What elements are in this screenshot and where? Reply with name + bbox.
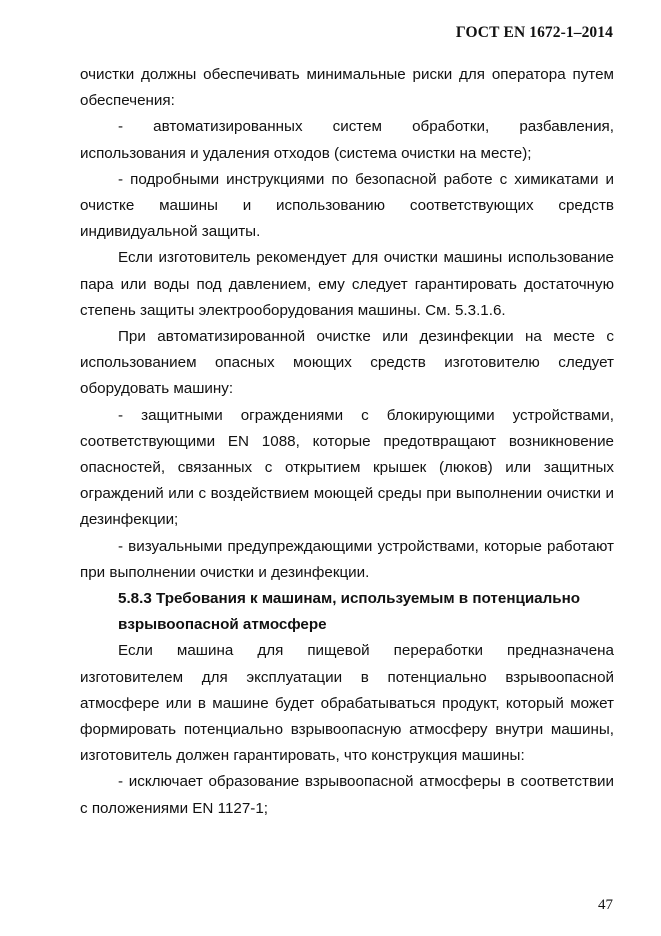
paragraph-7: - визуальными предупреждающими устройствами, которые работают при выполнении очистки и дезинфекции.: [80, 537, 614, 581]
paragraph-8: Если машина для пищевой переработки предназначена изготовителем для эксплуатации в потенциально взрывоопасной атмосфере или в машине будет обрабатываться продукт, который может формировать потенциально взрывоопасную атмосферу внутри машины, изготовитель должен гарантировать, что конструкция машины:: [80, 642, 614, 765]
paragraph-6: - защитными ограждениями с блокирующими устройствами, соответствующими EN 1088, которые предотвращают возникновение опасностей, связанных с открытием крышек (люков) или защитных ограждений или с воздействием моющей среды при выполнении очистки и дезинфекции;: [80, 406, 614, 529]
section-heading-5-8-3: 5.8.3 Требования к машинам, используемым в потенциально взрывоопасной атмосфере: [118, 590, 581, 634]
paragraph-2: - автоматизированных систем обработки, разбавления, использования и удаления отходов (система очистки на месте);: [80, 118, 614, 162]
paragraph-4: Если изготовитель рекомендует для очистки машины использование пара или воды под давлением, ему следует гарантировать достаточную степень защиты электрооборудования машины. См. 5.3.1.6.: [80, 249, 614, 319]
paragraph-3: - подробными инструкциями по безопасной работе с химикатами и очистке машины и использованию соответствующих средств индивидуальной защиты.: [80, 170, 614, 241]
document-header-code: ГОСТ EN 1672-1–2014: [455, 24, 613, 41]
page-content: [80, 62, 614, 822]
paragraph-1: очистки должны обеспечивать минимальные риски для оператора путем обеспечения:: [80, 66, 614, 110]
paragraph-9: - исключает образование взрывоопасной атмосферы в соответствии с положениями EN 1127-1;: [80, 773, 614, 817]
page-number: 47: [598, 897, 613, 913]
paragraph-5: При автоматизированной очистке или дезинфекции на месте с использованием опасных моющих средств изготовителю следует оборудовать машину:: [80, 328, 614, 398]
